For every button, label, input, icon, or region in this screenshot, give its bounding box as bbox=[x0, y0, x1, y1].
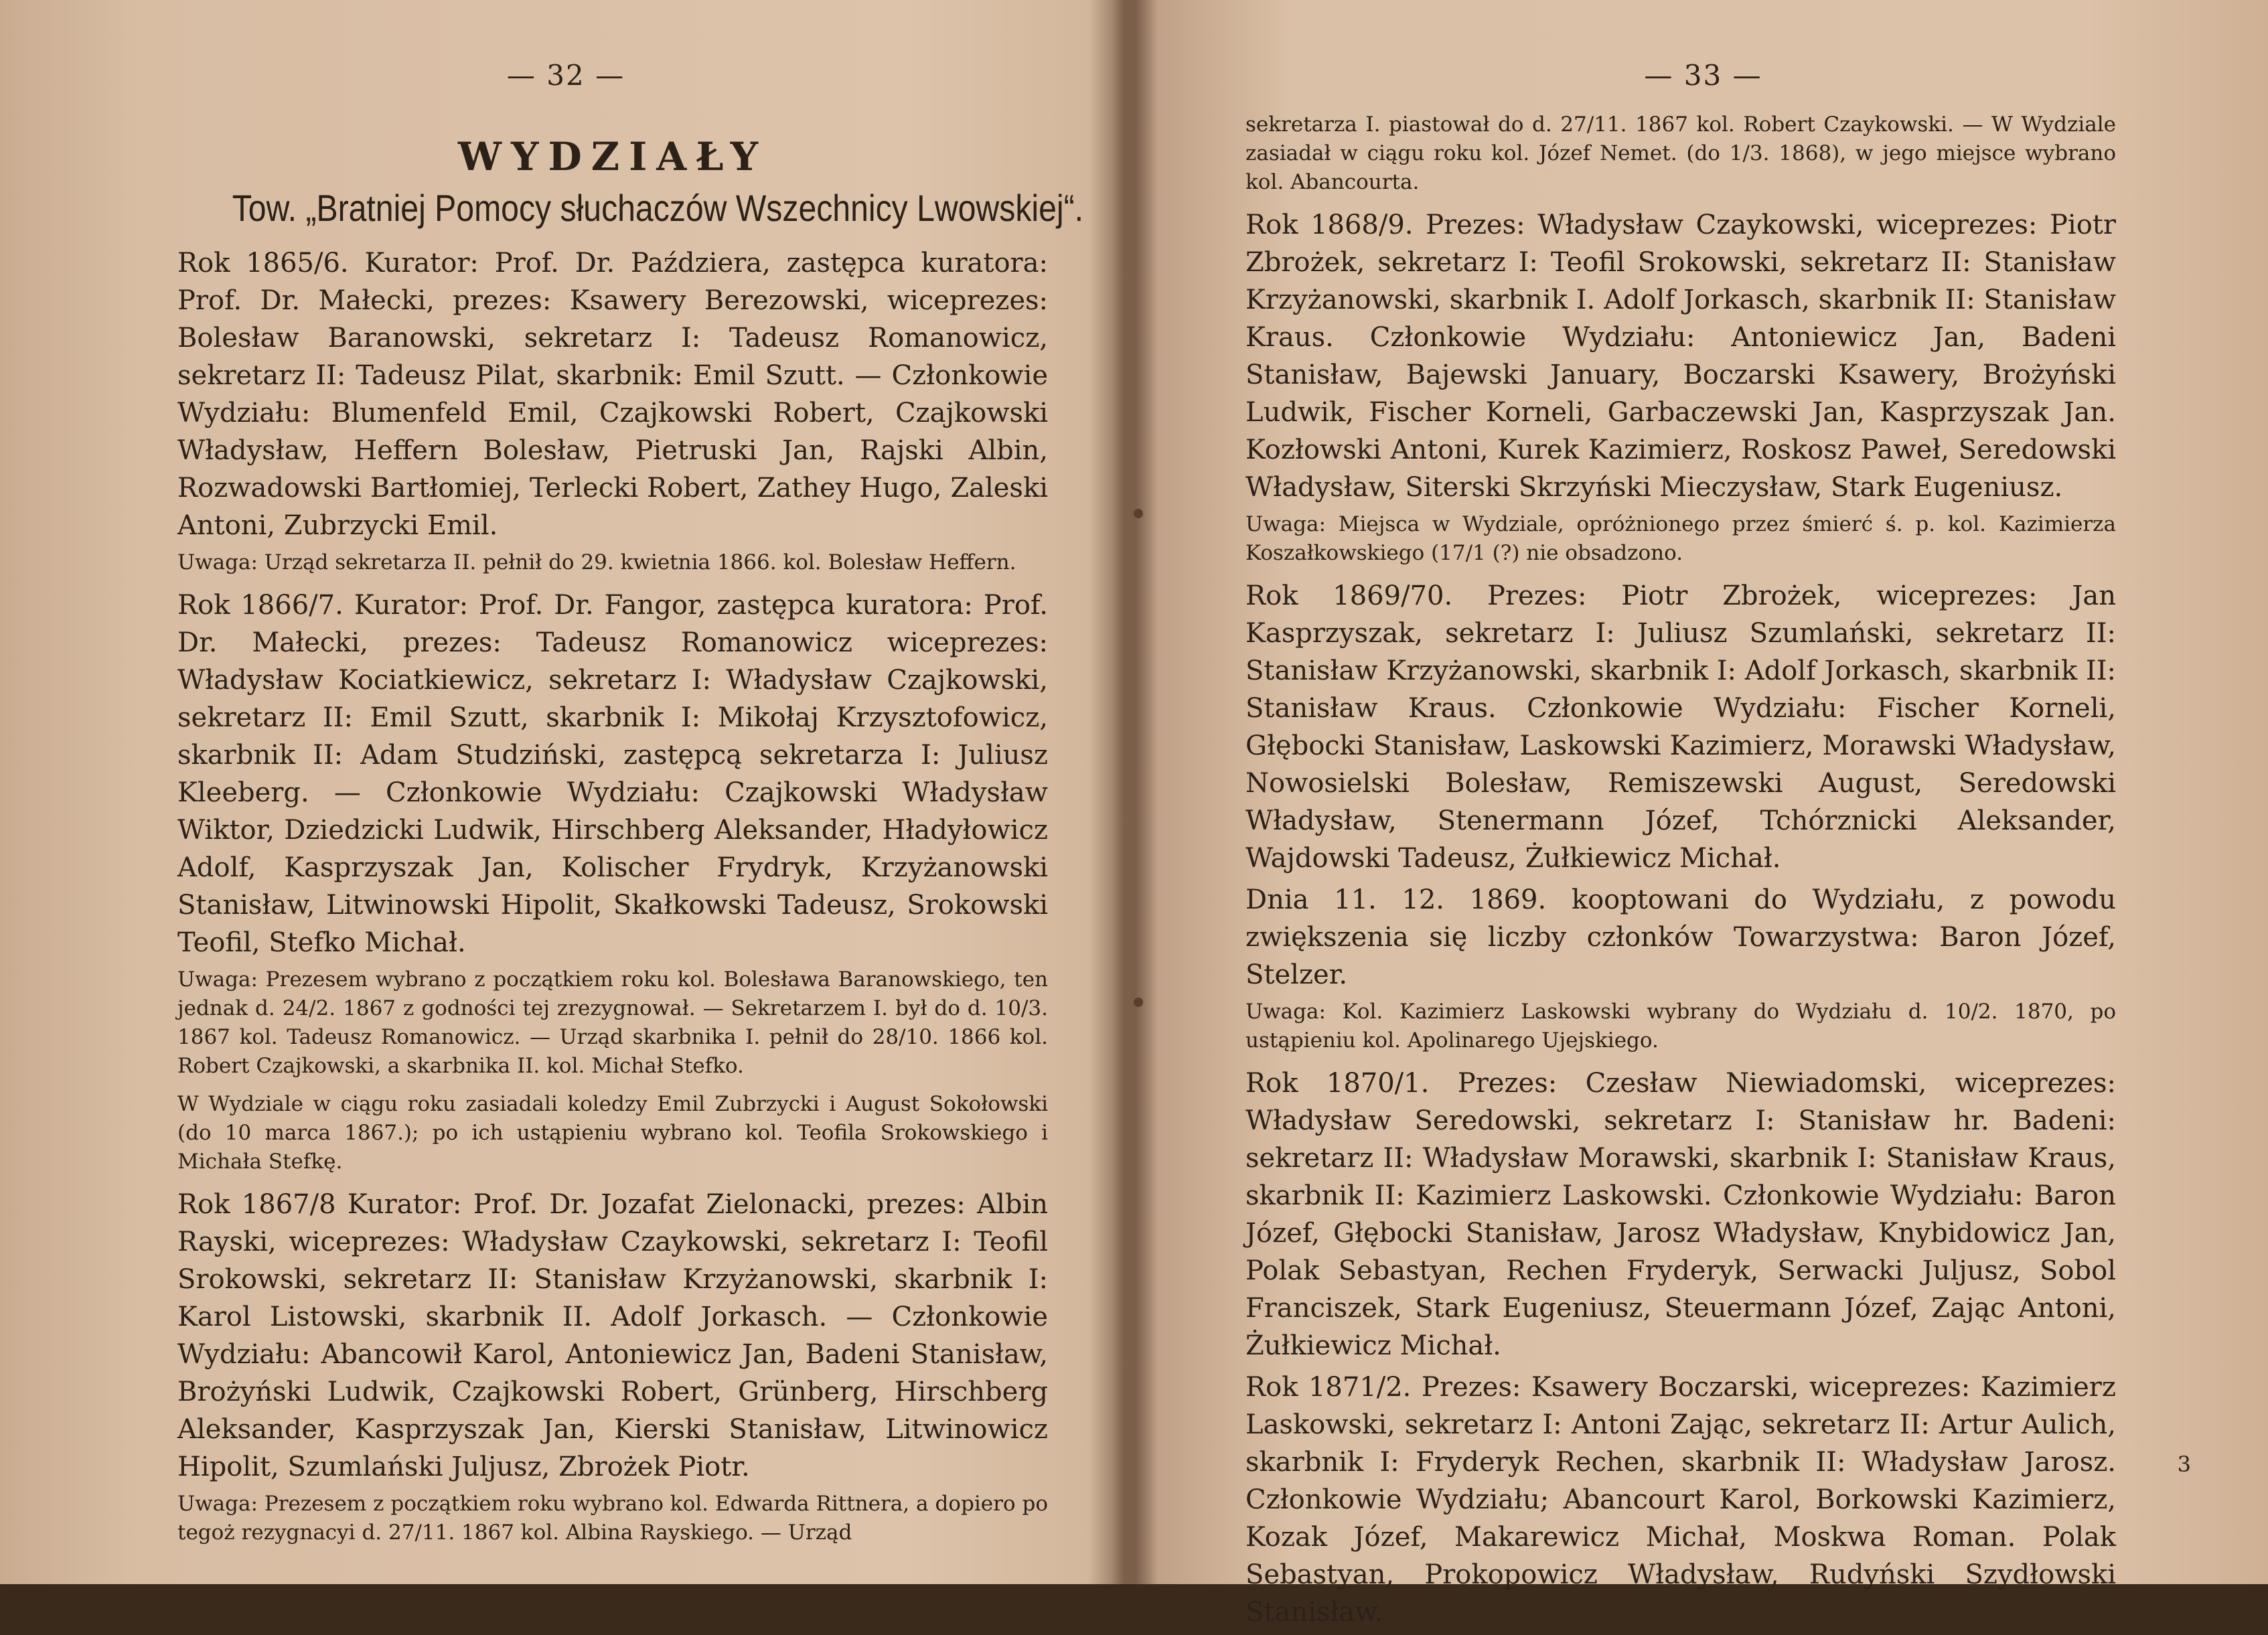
paragraph-1871: Rok 1871/2. Prezes: Ksawery Boczarski, wiceprezes: Kazimierz Laskowski, sekretarz I: Antoni Zając, sekretarz II: Artur Aulich, skarbnik I: Fryderyk Rechen, skarbnik II: Władysław Jarosz. Członkowie Wydziału; Abancourt Karol, Borkowski Kazimierz, Kozak Józef, Makarewicz Michał, Moskwa Roman. Polak Sebastyan, Prokopowicz Władysław, Rudyński Szydłowski Stanisław. bbox=[1245, 1372, 2116, 1628]
left-text-block bbox=[177, 134, 1084, 1557]
note-1866-b: W Wydziale w ciągu roku zasiadali koledzy Emil Zubrzycki i August Sokołowski (do 10 marca 1867.); po ich ustąpieniu wybrano kol. Teofila Srokowskiego i Michała Stefkę. bbox=[177, 1092, 1048, 1174]
note-1866: Uwaga: Prezesem wybrano z początkiem roku kol. Bolesława Baranowskiego, ten jednak d. 24/2. 1867 z godności tej zrezygnował. — Sekretarzem I. był do d. 10/3. 1867 kol. Tadeusz Romanowicz. — Urząd skarbnika I. pełnił do 28/10. 1866 kol. Robert Czajkowski, a skarbnika II. kol. Michał Stefko. bbox=[177, 967, 1048, 1078]
paragraph-1867: Rok 1867/8 Kurator: Prof. Dr. Jozafat Zielonacki, prezes: Albin Rayski, wiceprezes: Władysław Czaykowski, sekretarz I: Teofil Srokowski, sekretarz II: Stanisław Krzyżanowski, skarbnik I: Karol Listowski, skarbnik II. Adolf Jorkasch. — Członkowie Wydziału: Abancowił Karol, Antoniewicz Jan, Badeni Stanisław, Brożyński Ludwik, Czajkowski Robert, Grünberg, Hirschberg Aleksander, Kasprzyszak Jan, Kierski Stanisław, Litwinowicz Hipolit, Szumlański Juljusz, Zbrożek Piotr. bbox=[177, 1189, 1048, 1482]
left-page bbox=[0, 0, 1132, 1584]
paragraph-1868: Rok 1868/9. Prezes: Władysław Czaykowski, wiceprezes: Piotr Zbrożek, sekretarz I: Teofil Srokowski, sekretarz II: Stanisław Krzyżanowski, skarbnik I. Adolf Jorkasch, skarbnik II: Stanisław Kraus. Członkowie Wydziału: Antoniewicz Jan, Badeni Stanisław, Bajewski January, Boczarski Ksawery, Brożyński Ludwik, Fischer Korneli, Garbaczewski Jan, Kasprzyszak Jan. Kozłowski Antoni, Kurek Kazimierz, Roskosz Paweł, Seredowski Władysław, Siterski Skrzyński Mieczysław, Stark Eugeniusz. bbox=[1245, 210, 2116, 503]
paragraph-1869-cooptation: Dnia 11. 12. 1869. kooptowani do Wydziału, z powodu zwiększenia się liczby członków Towarzystwa: Baron Józef, Stelzer. bbox=[1245, 884, 2116, 990]
right-text-block bbox=[1245, 110, 2116, 1635]
paragraph-1870: Rok 1870/1. Prezes: Czesław Niewiadomski, wiceprezes: Władysław Seredowski, sekretarz I: Stanisław hr. Badeni: sekretarz II: Władysław Morawski, skarbnik I: Stanisław Kraus, skarbnik II: Kazimierz Laskowski. Członkowie Wydziału: Baron Józef, Głębocki Stanisław, Jarosz Władysław, Knybidowicz Jan, Polak Sebastyan, Rechen Fryderyk, Serwacki Juljusz, Sobol Franciszek, Stark Eugeniusz, Steuermann Józef, Zając Antoni, Żułkiewicz Michał. bbox=[1245, 1068, 2116, 1361]
signature-mark: 3 bbox=[2177, 1452, 2191, 1477]
right-page bbox=[1138, 0, 2268, 1628]
note-1867: Uwaga: Prezesem z początkiem roku wybrano kol. Edwarda Rittnera, a dopiero po tegoż rezygnacyi d. 27/11. 1867 kol. Albina Rayskiego. — Urząd bbox=[177, 1492, 1048, 1545]
note-1867-continued: sekretarza I. piastował do d. 27/11. 1867 kol. Robert Czaykowski. — W Wydziale zasiadał w ciągu roku kol. Józef Nemet. (do 1/3. 1868), w jego miejsce wybrano kol. Abancourta. bbox=[1245, 112, 2116, 194]
page-number: — 32 — bbox=[506, 59, 625, 92]
note-1869: Uwaga: Kol. Kazimierz Laskowski wybrany do Wydziału d. 10/2. 1870, po ustąpieniu kol. Apolinarego Ujejskiego. bbox=[1245, 1000, 2116, 1053]
page-subheading: Tow. „Bratniej Pomocy słuchaczów Wszechnicy Lwowskiej“. bbox=[232, 187, 1084, 229]
paragraph-1866: Rok 1866/7. Kurator: Prof. Dr. Fangor, zastępca kuratora: Prof. Dr. Małecki, prezes: Tadeusz Romanowicz wiceprezes: Władysław Kociatkiewicz, sekretarz I: Władysław Czajkowski, sekretarz II: Emil Szutt, skarbnik I: Mikołaj Krzysztofowicz, skarbnik II: Adam Studziński, zastępcą sekretarza I: Juliusz Kleeberg. — Członkowie Wydziału: Czajkowski Władysław Wiktor, Dziedzicki Ludwik, Hirschberg Aleksander, Hładyłowicz Adolf, Kasprzyszak Jan, Kolischer Frydryk, Krzyżanowski Stanisław, Litwinowski Hipolit, Skałkowski Tadeusz, Srokowski Teofil, Stefko Michał. bbox=[177, 590, 1048, 958]
paragraph-1869: Rok 1869/70. Prezes: Piotr Zbrożek, wiceprezes: Jan Kasprzyszak, sekretarz I: Juliusz Szumlański, sekretarz II: Stanisław Krzyżanowski, skarbnik I: Adolf Jorkasch, skarbnik II: Stanisław Kraus. Członkowie Wydziału: Fischer Korneli, Głębocki Stanisław, Laskowski Kazimierz, Morawski Władysław, Nowosielski Bolesław, Remiszewski August, Seredowski Władysław, Stenermann Józef, Tchórznicki Aleksander, Wajdowski Tadeusz, Żułkiewicz Michał. bbox=[1245, 580, 2116, 874]
page-number: — 33 — bbox=[1644, 59, 1762, 92]
note-1865: Uwaga: Urząd sekretarza II. pełnił do 29. kwietnia 1866. kol. Bolesław Heffern. bbox=[177, 550, 1016, 574]
paragraph-1865: Rok 1865/6. Kurator: Prof. Dr. Paździera, zastępca kuratora: Prof. Dr. Małecki, prezes: Ksawery Berezowski, wiceprezes: Bolesław Baranowski, sekretarz I: Tadeusz Romanowicz, sekretarz II: Tadeusz Pilat, skarbnik: Emil Szutt. — Członkowie Wydziału: Blumenfeld Emil, Czajkowski Robert, Czajkowski Władysław, Heffern Bolesław, Pietruski Jan, Rajski Albin, Rozwadowski Bartłomiej, Terlecki Robert, Zathey Hugo, Zaleski Antoni, Zubrzycki Emil. bbox=[177, 248, 1048, 541]
page-heading: WYDZIAŁY bbox=[457, 134, 768, 179]
note-1868: Uwaga: Miejsca w Wydziale, opróżnionego przez śmierć ś. p. kol. Kazimierza Koszałkowskiego (17/1 (?) nie obsadzono. bbox=[1245, 512, 2116, 565]
